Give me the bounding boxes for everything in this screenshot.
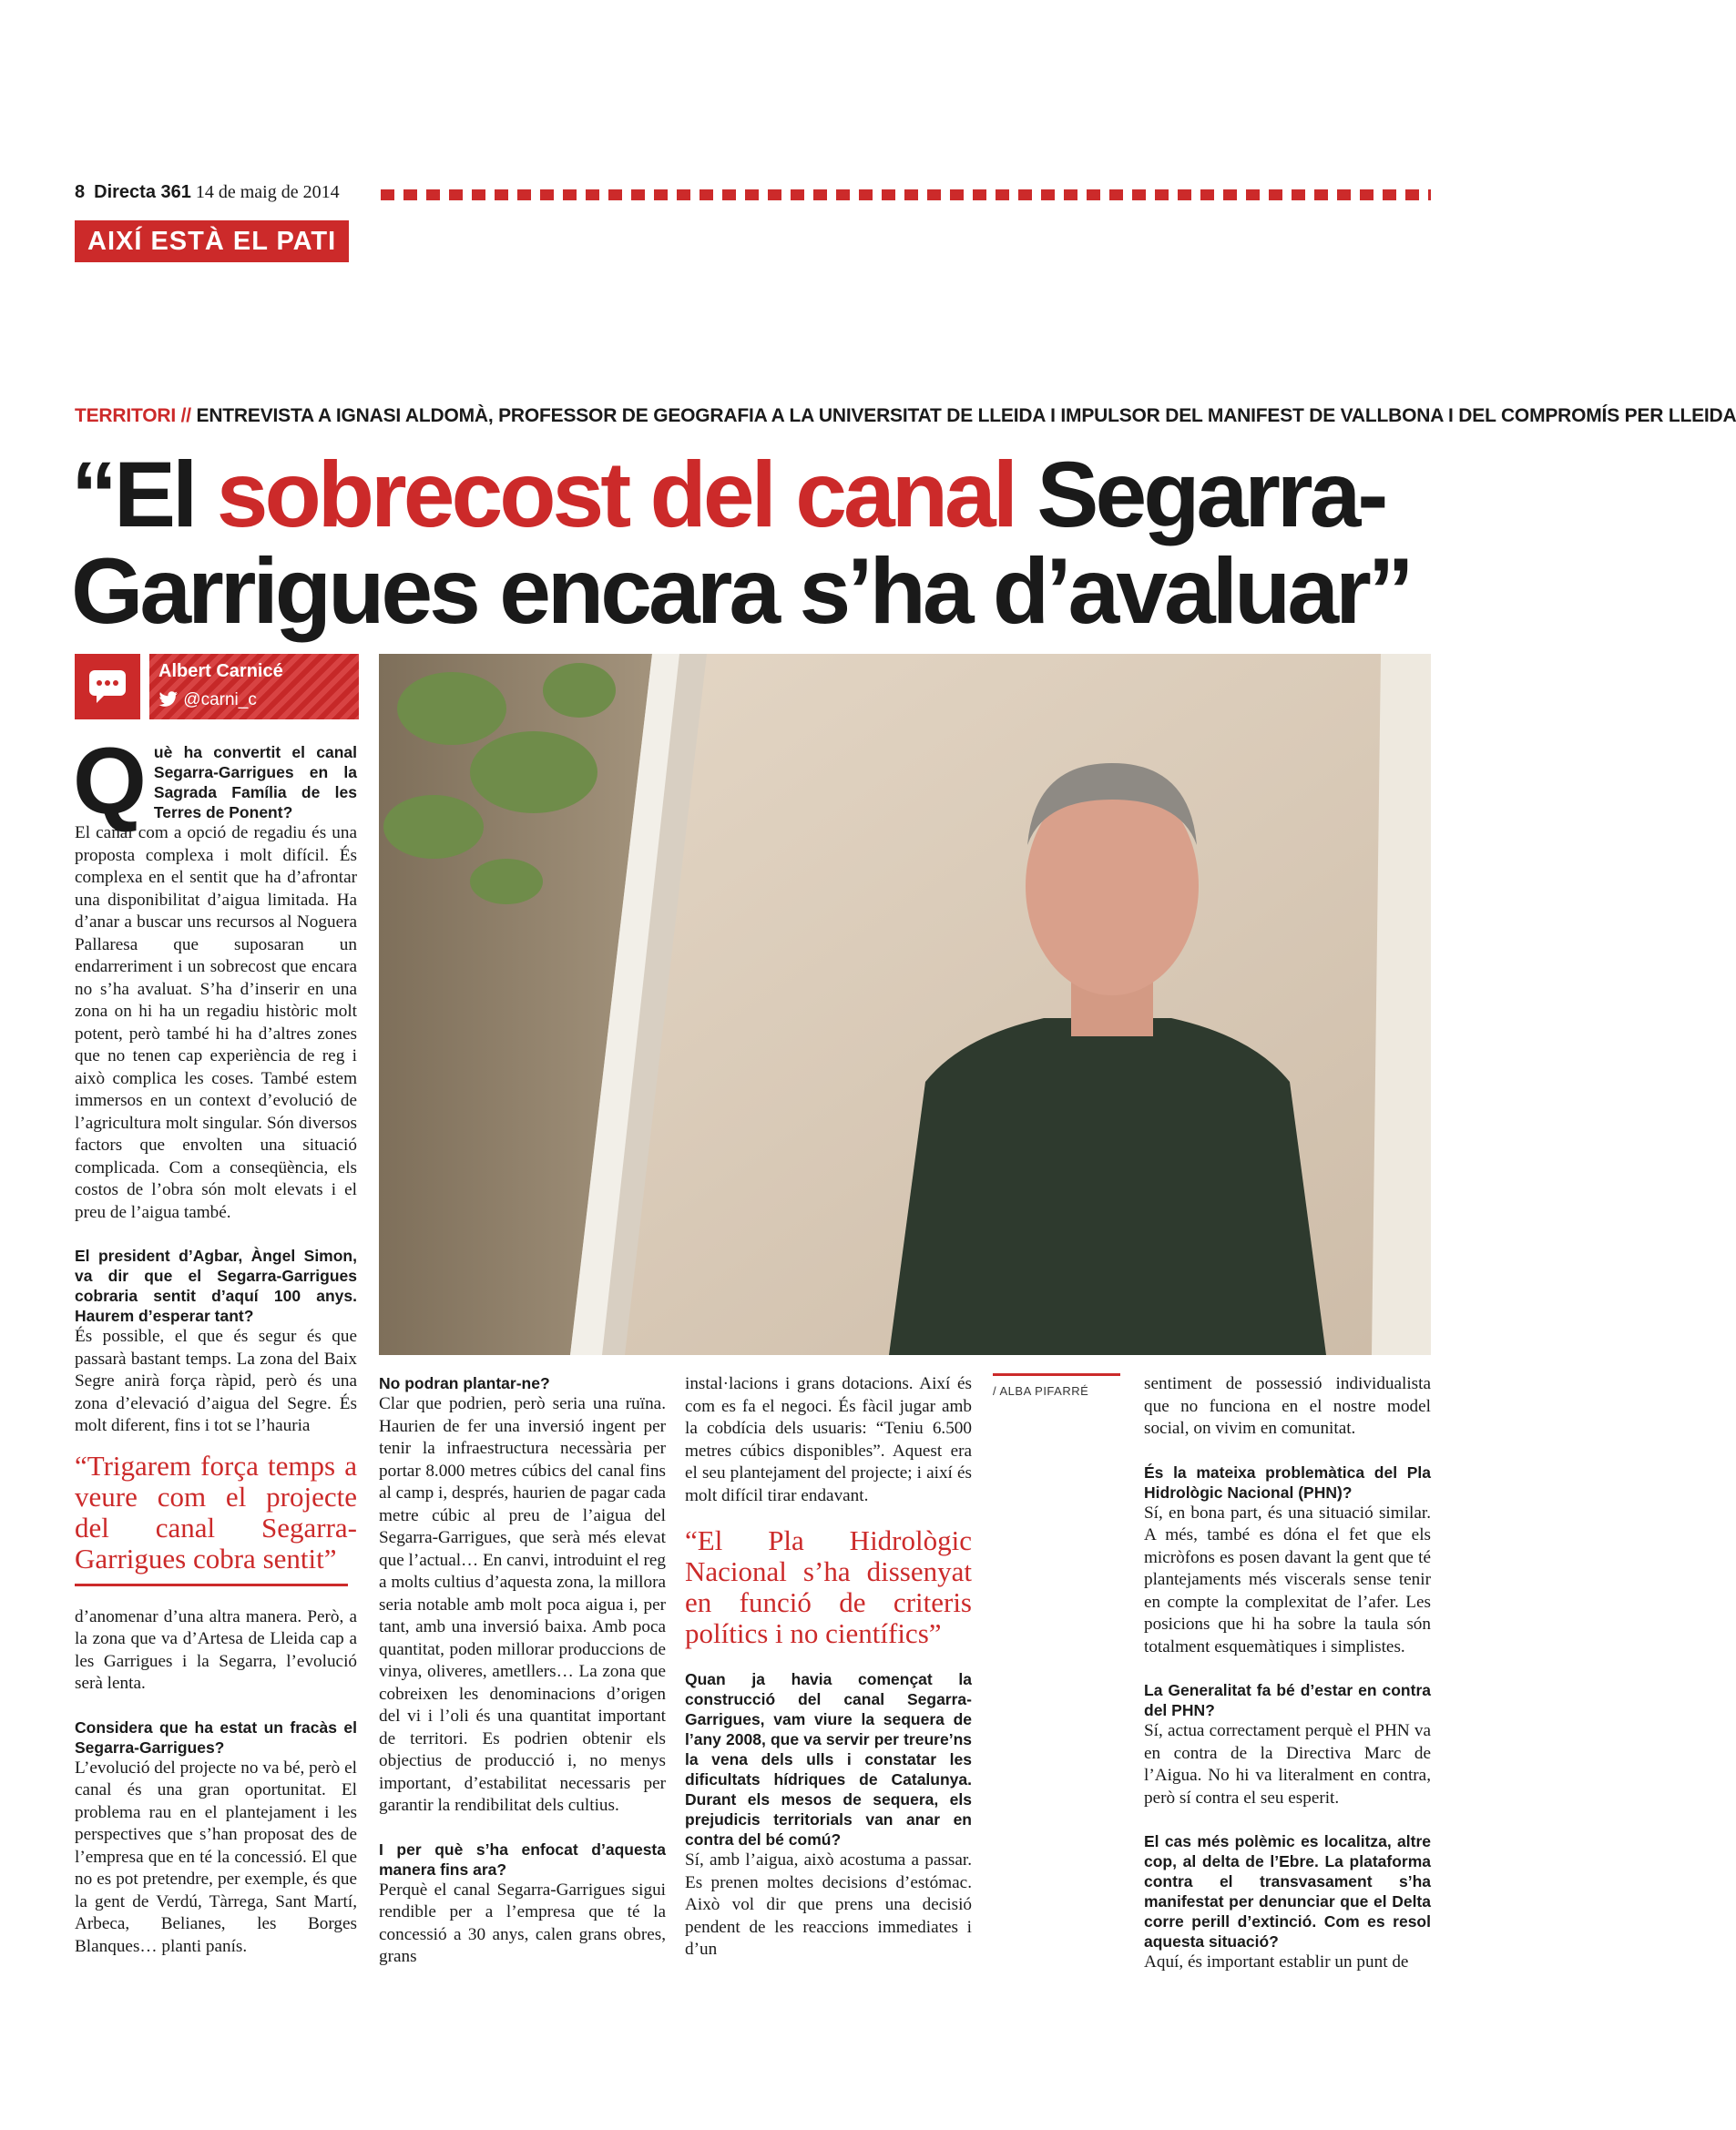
answer-8: Sí, actua correctament perquè el PHN va en contra de la Directiva Marc de l’Aigua. No hi va literalment en contra, però sí contra el seu esperit. bbox=[1144, 1721, 1431, 1808]
kicker-text: ENTREVISTA A IGNASI ALDOMÀ, PROFESSOR DE GEOGRAFIA A LA UNIVERSITAT DE LLEIDA I IMPULSOR DEL MANIFEST DE VALLBONA I DEL COMPROMÍS PER LLEIDA bbox=[196, 405, 1736, 426]
text-column-3 bbox=[685, 1373, 972, 1962]
page-header bbox=[75, 182, 340, 203]
answer-9: Aquí, és important establir un punt de bbox=[1144, 1952, 1409, 1972]
headline-highlight: sobrecost del canal bbox=[216, 443, 1016, 546]
page-number: 8 bbox=[75, 182, 86, 202]
answer-7: Sí, en bona part, és una situació similar. A més, també es dóna el fet que els micròfons es posen davant la gent que té plantejaments més viscerals sense tenir en compte la complexitat de l’afer. Les posicions que hi ha sobre la taula són totalment esquemàtiques i simplistes. bbox=[1144, 1503, 1431, 1656]
text-column-2 bbox=[379, 1373, 666, 1969]
caption-rule bbox=[993, 1373, 1120, 1376]
speech-bubble-icon bbox=[75, 654, 140, 719]
answer-3: L’evolució del projecte no va bé, però el canal és una gran oportunitat. El problema rau en el plantejament i les perspectives que s’han proposat des de l’empresa que en té la concessió. El que no es pot pretendre, per exemple, és que la gent de Verdú, Tàrrega, Sant Martí, Arbeca, Belianes, les Borges Blanques… planti panís. bbox=[75, 1758, 357, 1956]
section-label: AIXÍ ESTÀ EL PATI bbox=[75, 220, 349, 262]
photo-credit: / ALBA PIFARRÉ bbox=[993, 1384, 1089, 1398]
interviewee-photo bbox=[379, 654, 1431, 1355]
kicker-tag: TERRITORI // bbox=[75, 405, 191, 426]
publication-name: Directa 361 bbox=[94, 182, 191, 202]
question-1: Què ha convertit el canal Segarra-Garrigues en la Sagrada Família de les Terres de Ponent? bbox=[73, 729, 357, 834]
author-twitter-handle: @carni_c bbox=[183, 690, 257, 709]
answer-4: Clar que podrien, però seria una ruïna. Haurien de fer una inversió ingent per tenir la infraestructura necessària per portar 8.000 metres cúbics del canal fins al camp i, després, haurien de pagar cada metre cúbic al preu de l’aigua del Segarra-Garrigues, que serà més elevat que l’actual… En canvi, introduint el reg a molts cultius d’aquesta zona, la millora seria notable amb molt poca aigua i, per tant, amb una inversió baixa. Amb poca quantitat, poden millorar produccions de vinya, oliveres, ametllers… La zona que cobreixen les denominacions d’origen del vi i l’oli és una quantitat important de territori. Es podrien obtenir els objectius de producció i, no menys important, d’estabilitat necessaris per garantir la rendibilitat dels cultius. bbox=[379, 1394, 666, 1815]
question-8: La Generalitat fa bé d’estar en contra del PHN? bbox=[1144, 1681, 1431, 1719]
question-4: No podran plantar-ne? bbox=[379, 1374, 550, 1392]
answer-6-continued: sentiment de possessió individualista que no funciona en el nostre model social, on vivim en comunitat. bbox=[1144, 1374, 1431, 1438]
answer-1: El canal com a opció de regadiu és una proposta complexa i molt difícil. És complexa en el sentit que ha d’afrontar una disponibilitat d’aigua limitada. Ha d’anar a buscar uns recursos al Noguera Pallaresa que suposaran un endarreriment i un sobrecost que encara no s’ha avaluat. S’ha d’inserir en una zona on hi ha un regadiu històric molt potent, però també hi ha d’altres zones que no tenen cap experiència de reg i això complica les coses. També estem immersos en un context d’evolució de l’agricultura molt singular. Són diversos factors que envolten una situació complicada. Com a conseqüència, els costos de l’obra són molt elevats i el preu de l’aigua també. bbox=[75, 823, 357, 1222]
answer-5-continued: instal·lacions i grans dotacions. Així és com es fa el negoci. És fàcil jugar amb la cobdícia dels usuaris: “Teniu 6.500 metres cúbics disponibles”. Aquest era el seu plantejament del projecte; i així és molt difícil tirar endavant. bbox=[685, 1374, 972, 1505]
question-3: Considera que ha estat un fracàs el Segarra-Garrigues? bbox=[75, 1717, 357, 1757]
drop-cap: Q bbox=[73, 729, 147, 834]
twitter-bird-icon bbox=[158, 691, 179, 708]
question-6: Quan ja havia començat la construcció del canal Segarra-Garrigues, vam viure la sequera de l’any 2008, que va servir per treure’ns la vena dels ulls i constatar les dificultats hídriques de Catalunya. Durant els mesos de sequera, els prejudicis territorials van anar en contra del bé comú? bbox=[685, 1670, 972, 1849]
answer-2-continued: d’anomenar d’una altra manera. Però, a la zona que va d’Artesa de Lleida cap a les Garrigues i la Segarra, l’evolució serà lenta. bbox=[75, 1606, 357, 1693]
question-2: El president d’Agbar, Àngel Simon, va dir que el Segarra-Garrigues cobraria sentit d’aquí 100 anys. Haurem d’esperar tant? bbox=[75, 1247, 357, 1325]
question-9: El cas més polèmic es localitza, altre cop, al delta de l’Ebre. La plataforma contra el transvasament s’ha manifestat per denunciar que el Delta corre perill d’extinció. Com es resol aquesta situació? bbox=[1144, 1832, 1431, 1951]
text-column-1 bbox=[73, 729, 357, 1958]
answer-6: Sí, amb l’aigua, això acostuma a passar. Es prenen moltes decisions d’estómac. Això vol dir que prens una decisió pendent de les reaccions immediates i d’un bbox=[685, 1850, 972, 1959]
text-column-4 bbox=[1144, 1373, 1431, 1974]
issue-date: 14 de maig de 2014 bbox=[195, 182, 340, 202]
answer-5: Perquè el canal Segarra-Garrigues sigui rendible per a l’empresa que té la concessió a 30 anys, calen grans obres, grans bbox=[379, 1880, 666, 1966]
question-7: És la mateixa problemàtica del Pla Hidrològic Nacional (PHN)? bbox=[1144, 1462, 1431, 1502]
author-byline bbox=[149, 654, 359, 719]
question-5: I per què s’ha enfocat d’aquesta manera fins ara? bbox=[379, 1840, 666, 1879]
article-kicker bbox=[75, 405, 1736, 427]
pull-quote-1: “Trigarem força temps a veure com el projecte del canal Segarra-Garrigues cobra sentit” bbox=[75, 1451, 357, 1586]
author-twitter-row bbox=[158, 690, 257, 710]
answer-2: És possible, el que és segur és que passarà bastant temps. La zona del Baix Segre anirà força ràpid, però és una zona d’elevació d’aigua del Segre. És molt diferent, fins i tot se l’hauria bbox=[75, 1327, 357, 1435]
author-name: Albert Carnicé bbox=[158, 661, 283, 681]
article-headline: “El sobrecost del canal Segarra-Garrigues encara s’ha d’avaluar” bbox=[71, 443, 1411, 643]
pull-quote-rule bbox=[75, 1584, 348, 1586]
pull-quote-2: “El Pla Hidrològic Nacional s’ha dissenyat en funció de criteris polítics i no científics” bbox=[685, 1524, 972, 1649]
header-dashed-rule bbox=[381, 189, 1431, 200]
